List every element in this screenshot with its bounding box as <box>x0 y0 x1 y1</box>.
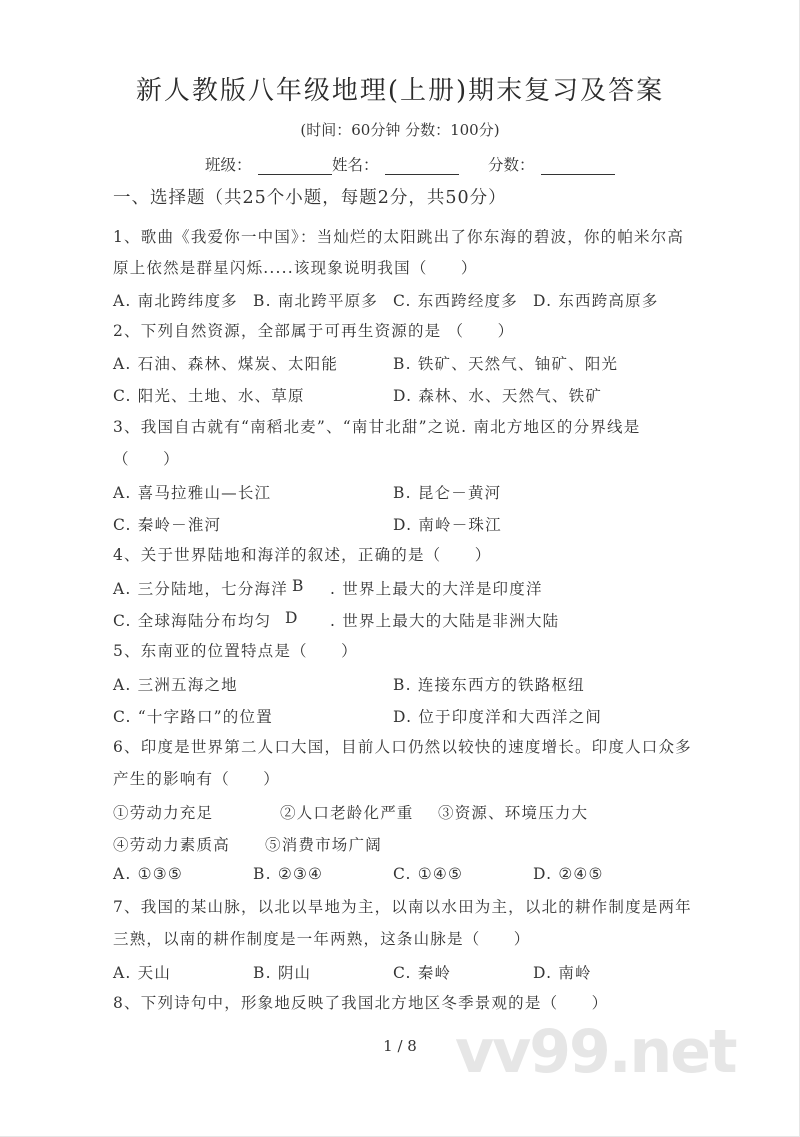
question-5-text: 5、东南亚的位置特点是（ ） <box>113 642 358 660</box>
q1-option-a: A. 南北跨纬度多 <box>113 292 238 310</box>
class-label: 班级： <box>205 156 252 174</box>
q4-option-d-letter: D <box>285 609 299 627</box>
q2-option-c: C. 阳光、土地、水、草原 <box>113 387 305 405</box>
score-blank <box>541 158 615 175</box>
q6-statement-5: ⑤消费市场广阔 <box>265 836 382 854</box>
q6-statement-4: ④劳动力素质高 <box>113 836 230 854</box>
question-4-text: 4、关于世界陆地和海洋的叙述，正确的是（ ） <box>113 546 492 564</box>
score-field <box>488 153 615 175</box>
q2-option-d: D. 森林、水、天然气、铁矿 <box>393 387 603 405</box>
q6-option-a: A. ①③⑤ <box>113 865 183 883</box>
q6-option-d: D. ②④⑤ <box>533 865 604 883</box>
q1-option-c: C. 东西跨经度多 <box>393 292 518 310</box>
section-heading: 一、选择题（共25个小题，每题2分，共50分） <box>113 188 507 208</box>
page-number: 1 / 8 <box>383 1037 417 1055</box>
exam-info: (时间：60分钟 分数：100分) <box>300 121 500 139</box>
question-6-text: 6、印度是世界第二人口大国，目前人口仍然以较快的速度增长。印度人口众多 <box>113 738 692 756</box>
question-1-text-cont: 原上依然是群星闪烁.....该现象说明我国（ ） <box>113 259 478 277</box>
q4-option-b-letter: B <box>292 577 305 595</box>
q6-option-b: B. ②③④ <box>253 865 324 883</box>
q4-option-d: . 世界上最大的大陆是非洲大陆 <box>330 612 560 630</box>
q1-option-b: B. 南北跨平原多 <box>253 292 379 310</box>
q2-option-b: B. 铁矿、天然气、铀矿、阳光 <box>393 355 619 373</box>
q6-statement-1: ①劳动力充足 <box>113 804 214 822</box>
q7-option-a: A. 天山 <box>113 964 172 982</box>
name-label: 姓名： <box>332 156 379 174</box>
question-7-text: 7、我国的某山脉，以北以旱地为主，以南以水田为主，以北的耕作制度是两年 <box>113 898 692 916</box>
q4-option-c: C. 全球海陆分布均匀 <box>113 612 272 630</box>
question-2-text: 2、下列自然资源，全部属于可再生资源的是 （ ） <box>113 322 515 340</box>
q2-option-a: A. 石油、森林、煤炭、太阳能 <box>113 355 339 373</box>
watermark: vv99.net <box>455 1017 736 1087</box>
document-title: 新人教版八年级地理(上册)期末复习及答案 <box>135 76 665 106</box>
q5-option-a: A. 三洲五海之地 <box>113 676 238 694</box>
q1-option-d: D. 东西跨高原多 <box>533 292 659 310</box>
q3-option-a: A. 喜马拉雅山—长江 <box>113 484 272 502</box>
q6-statement-2: ②人口老龄化严重 <box>280 804 414 822</box>
question-7-text-cont: 三熟，以南的耕作制度是一年两熟，这条山脉是（ ） <box>113 930 531 948</box>
q6-option-c: C. ①④⑤ <box>393 865 464 883</box>
question-3-text-cont: （ ） <box>113 450 180 468</box>
question-8-text: 8、下列诗句中，形象地反映了我国北方地区冬季景观的是（ ） <box>113 994 609 1012</box>
score-label: 分数： <box>488 156 535 174</box>
q7-option-c: C. 秦岭 <box>393 964 452 982</box>
name-blank <box>385 158 459 175</box>
q5-option-b: B. 连接东西方的铁路枢纽 <box>393 676 585 694</box>
q4-option-a: A. 三分陆地，七分海洋 <box>113 580 288 598</box>
q3-option-c: C. 秦岭－淮河 <box>113 516 222 534</box>
name-field <box>332 153 459 175</box>
question-3-text: 3、我国自古就有“南稻北麦”、“南甘北甜”之说. 南北方地区的分界线是 <box>113 418 641 436</box>
q3-option-d: D. 南岭－珠江 <box>393 516 502 534</box>
q5-option-d: D. 位于印度洋和大西洋之间 <box>393 708 603 726</box>
q7-option-b: B. 阴山 <box>253 964 312 982</box>
q5-option-c: C. “十字路口”的位置 <box>113 708 273 726</box>
class-field <box>205 153 332 175</box>
q4-option-b: . 世界上最大的大洋是印度洋 <box>330 580 543 598</box>
question-1-text: 1、歌曲《我爱你一中国》：当灿烂的太阳跳出了你东海的碧波，你的帕米尔高 <box>113 228 685 246</box>
q7-option-d: D. 南岭 <box>533 964 592 982</box>
class-blank <box>258 158 332 175</box>
q3-option-b: B. 昆仑－黄河 <box>393 484 502 502</box>
question-6-text-cont: 产生的影响有（ ） <box>113 770 281 788</box>
q6-statement-3: ③资源、环境压力大 <box>438 804 589 822</box>
